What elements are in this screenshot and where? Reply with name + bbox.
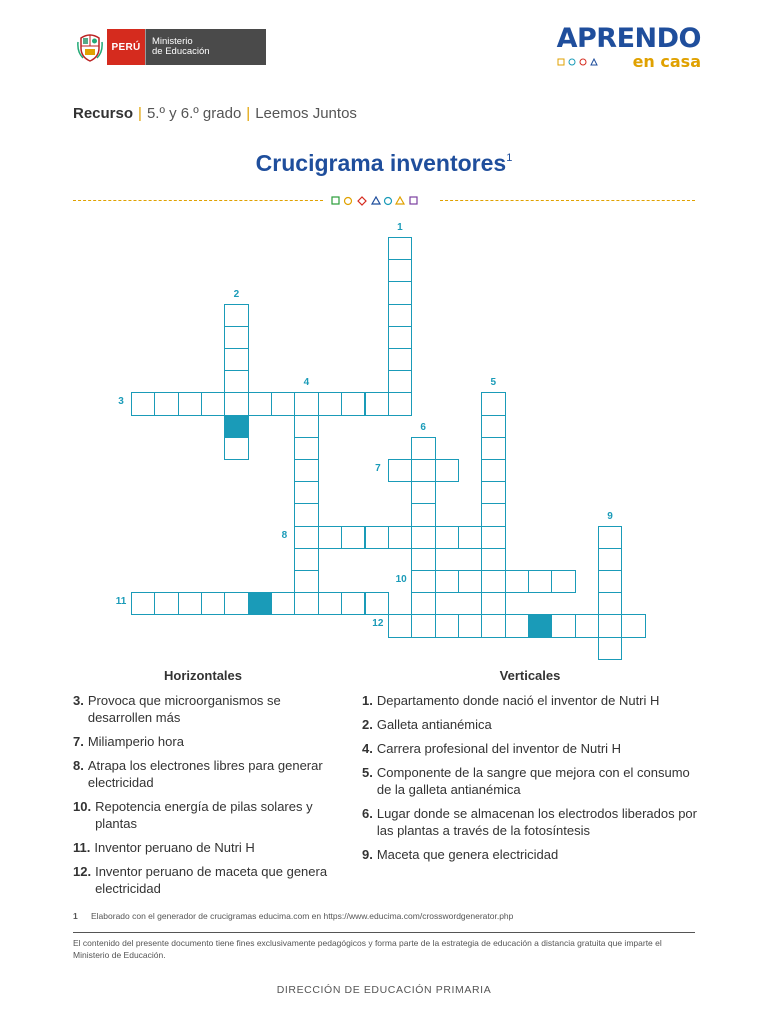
clue-number: 7. xyxy=(73,734,84,749)
breadcrumb-grade: 5.º y 6.º grado xyxy=(146,105,242,122)
breadcrumb-separator: | xyxy=(138,105,142,122)
crossword-cell[interactable] xyxy=(318,526,342,549)
clue-number-label: 3 xyxy=(118,396,124,408)
crossword-cell[interactable] xyxy=(411,614,435,637)
crossword-cell[interactable] xyxy=(388,281,412,304)
clue-number-label: 1 xyxy=(397,222,403,233)
clue-number-label: 8 xyxy=(281,529,288,541)
disclaimer: El contenido del presente documento tiene fines exclusivamente pedagógicos y forma parte de la estrategia de educación a distancia gratuita que imparte el Ministerio de Educación. xyxy=(73,938,662,960)
crossword-cell[interactable] xyxy=(294,548,318,571)
clue-number: 5. xyxy=(362,765,373,780)
crossword-cell[interactable] xyxy=(178,592,202,615)
crossword-cell[interactable] xyxy=(294,481,318,504)
crossword-cell[interactable] xyxy=(411,548,435,571)
crossword-cell[interactable] xyxy=(201,592,225,615)
clue-number: 8. xyxy=(73,758,84,773)
crossword-cell[interactable] xyxy=(294,503,318,526)
crossword-cell[interactable] xyxy=(178,392,202,415)
crossword-cell[interactable] xyxy=(505,570,529,593)
crossword-cell[interactable] xyxy=(435,459,459,482)
horizontal-clues xyxy=(73,667,333,904)
clue-item xyxy=(362,692,698,709)
crossword-cell[interactable] xyxy=(365,392,389,415)
vertical-clues xyxy=(362,667,698,870)
breadcrumb-section: Leemos Juntos xyxy=(255,105,357,122)
clue-number-label: 10 xyxy=(395,574,407,585)
crossword-cell[interactable] xyxy=(575,614,599,637)
crossword-cell[interactable] xyxy=(481,526,505,549)
crossword-cell[interactable] xyxy=(458,614,482,637)
crossword-cell[interactable] xyxy=(271,392,295,415)
crossword-cell[interactable] xyxy=(481,392,505,415)
crossword-cell[interactable] xyxy=(551,570,575,593)
crossword-cell[interactable] xyxy=(481,592,505,615)
crossword-cell[interactable] xyxy=(481,437,505,460)
crossword-cell[interactable] xyxy=(294,437,318,460)
crossword-cell[interactable] xyxy=(294,570,318,593)
crossword-cell[interactable] xyxy=(598,637,622,660)
clue-text: Repotencia energía de pilas solares y plantas xyxy=(95,799,313,831)
clue-number: 2. xyxy=(362,717,373,732)
crossword-cell[interactable] xyxy=(341,592,365,615)
clue-item xyxy=(73,692,333,726)
clue-number-label: 7 xyxy=(375,463,381,474)
crossword-cell[interactable] xyxy=(458,526,482,549)
crossword-cell[interactable] xyxy=(294,459,318,482)
clue-item xyxy=(362,740,698,757)
clue-item xyxy=(73,839,333,856)
crossword-cell[interactable] xyxy=(388,304,412,327)
crossword-cell[interactable] xyxy=(388,459,412,482)
crossword-cell[interactable] xyxy=(411,592,435,615)
clue-number-label: 6 xyxy=(420,421,426,433)
crossword-cell[interactable] xyxy=(411,437,435,460)
crossword-cell[interactable] xyxy=(411,570,435,593)
clue-item xyxy=(362,764,698,798)
crossword-cell[interactable] xyxy=(435,570,459,593)
crossword-cell[interactable] xyxy=(481,548,505,571)
ministry-line-1: Ministerio xyxy=(152,36,193,47)
crossword-cell[interactable] xyxy=(411,481,435,504)
crossword-cell[interactable] xyxy=(294,415,318,438)
crossword-cell[interactable] xyxy=(388,348,412,371)
peru-label: PERÚ xyxy=(107,29,145,65)
clue-number-label: 5 xyxy=(490,377,497,389)
crossword-cell[interactable] xyxy=(224,370,248,393)
crossword-cell[interactable] xyxy=(248,392,272,415)
crossword-cell[interactable] xyxy=(388,392,412,415)
clue-number: 1. xyxy=(362,693,373,708)
page-title-text: Crucigrama inventores xyxy=(255,150,507,176)
crossword-cell[interactable] xyxy=(528,570,552,593)
clue-item xyxy=(73,733,333,750)
crossword-cell[interactable] xyxy=(131,592,155,615)
clue-text: Inventor peruano de maceta que genera electricidad xyxy=(95,864,328,896)
crossword-cell[interactable] xyxy=(365,592,389,615)
crossword-cell[interactable] xyxy=(435,526,459,549)
crossword-cell[interactable] xyxy=(411,459,435,482)
crossword-cell[interactable] xyxy=(481,503,505,526)
crossword-cell-shaded[interactable] xyxy=(224,415,248,438)
crossword-cell[interactable] xyxy=(388,526,412,549)
crossword-cell[interactable] xyxy=(411,503,435,526)
crossword-cell[interactable] xyxy=(294,592,318,615)
clue-item xyxy=(362,805,698,839)
clue-number: 4. xyxy=(362,741,373,756)
crossword-cell[interactable] xyxy=(131,392,155,415)
crossword-cell[interactable] xyxy=(294,526,318,549)
crossword-cell[interactable] xyxy=(598,570,622,593)
title-footnote-mark: 1 xyxy=(506,152,513,164)
crossword-cell[interactable] xyxy=(224,304,248,327)
clue-item xyxy=(73,863,333,897)
crossword-cell[interactable] xyxy=(481,415,505,438)
crossword-cell[interactable] xyxy=(388,326,412,349)
clue-item xyxy=(362,846,698,863)
crossword-cell[interactable] xyxy=(224,392,248,415)
clue-number: 10. xyxy=(73,799,92,814)
crossword-cell[interactable] xyxy=(481,570,505,593)
clue-number: 3. xyxy=(73,693,84,708)
clue-text: Componente de la sangre que mejora con el consumo de la galleta antianémica xyxy=(376,765,690,797)
crossword-cell[interactable] xyxy=(435,614,459,637)
crossword-cell[interactable] xyxy=(341,392,365,415)
crossword-cell[interactable] xyxy=(458,570,482,593)
clue-item xyxy=(73,757,333,791)
crossword-cell[interactable] xyxy=(621,614,645,637)
clue-number: 6. xyxy=(362,806,373,821)
crossword-cell[interactable] xyxy=(365,526,389,549)
crossword-cell[interactable] xyxy=(481,459,505,482)
clue-number-label: 4 xyxy=(303,377,310,389)
clue-number: 9. xyxy=(362,847,373,862)
crossword-cell[interactable] xyxy=(154,592,178,615)
crossword-cell[interactable] xyxy=(154,392,178,415)
crossword-cell[interactable] xyxy=(598,592,622,615)
brand-sub: en casa xyxy=(632,52,701,71)
crossword-cell-shaded[interactable] xyxy=(528,614,552,637)
clue-item xyxy=(362,716,698,733)
crossword-cell[interactable] xyxy=(271,592,295,615)
crossword-cell[interactable] xyxy=(481,481,505,504)
clue-number-label: 9 xyxy=(607,510,613,522)
crossword-cell[interactable] xyxy=(224,592,248,615)
clue-text: Inventor peruano de Nutri H xyxy=(94,840,255,855)
crossword-cell[interactable] xyxy=(224,348,248,371)
footnote-mark: 1 xyxy=(73,911,78,921)
clue-text: Carrera profesional del inventor de Nutri H xyxy=(376,741,622,756)
footer-divider xyxy=(73,932,695,933)
crossword-cell[interactable] xyxy=(598,614,622,637)
crossword-cell[interactable] xyxy=(388,259,412,282)
crossword-cell[interactable] xyxy=(551,614,575,637)
clue-text: Atrapa los electrones libres para generar electricidad xyxy=(87,758,323,790)
clue-item xyxy=(73,798,333,832)
vertical-title: Verticales xyxy=(499,668,561,683)
crossword-cell[interactable] xyxy=(224,437,248,460)
crossword-cell[interactable] xyxy=(294,392,318,415)
crossword-cell[interactable] xyxy=(201,392,225,415)
breadcrumb-separator: | xyxy=(246,105,251,122)
clue-number: 11. xyxy=(73,840,91,855)
crossword-cell[interactable] xyxy=(388,614,412,637)
clue-text: Maceta que genera electricidad xyxy=(376,847,559,862)
clue-number-label: 11 xyxy=(115,596,127,608)
clue-number: 12. xyxy=(73,864,92,879)
crossword-cell[interactable] xyxy=(388,370,412,393)
department-label: DIRECCIÓN DE EDUCACIÓN PRIMARIA xyxy=(276,984,492,996)
crossword-cell[interactable] xyxy=(505,614,529,637)
crossword-cell[interactable] xyxy=(224,326,248,349)
breadcrumb-resource: Recurso xyxy=(73,105,134,122)
brand-main: APRENDO xyxy=(556,23,701,54)
footnote xyxy=(73,911,513,921)
clue-text: Miliamperio hora xyxy=(87,734,184,749)
crossword-cell[interactable] xyxy=(341,526,365,549)
crossword-cell[interactable] xyxy=(318,592,342,615)
crossword-cell[interactable] xyxy=(411,526,435,549)
horizontal-title: Horizontales xyxy=(163,668,242,683)
crossword-cell[interactable] xyxy=(598,548,622,571)
clue-text: Lugar donde se almacenan los electrodos liberados por las plantas a través de la fotosíntesis xyxy=(376,806,697,838)
crossword-cell[interactable] xyxy=(481,614,505,637)
crossword-cell[interactable] xyxy=(388,237,412,260)
clue-number-label: 12 xyxy=(372,618,384,630)
clue-number-label: 2 xyxy=(233,288,240,300)
crossword-cell-shaded[interactable] xyxy=(248,592,272,615)
crossword-cell[interactable] xyxy=(598,526,622,549)
clue-text: Provoca que microorganismos se desarrollen más xyxy=(87,693,281,725)
ministry-line-2: de Educación xyxy=(152,46,210,57)
clue-text: Galleta antianémica xyxy=(376,717,492,732)
clue-text: Departamento donde nació el inventor de Nutri H xyxy=(376,693,660,708)
crossword-cell[interactable] xyxy=(318,392,342,415)
footnote-text: Elaborado con el generador de crucigramas educima.com en https://www.educima.com/crosswordgenerator.php xyxy=(91,911,514,921)
